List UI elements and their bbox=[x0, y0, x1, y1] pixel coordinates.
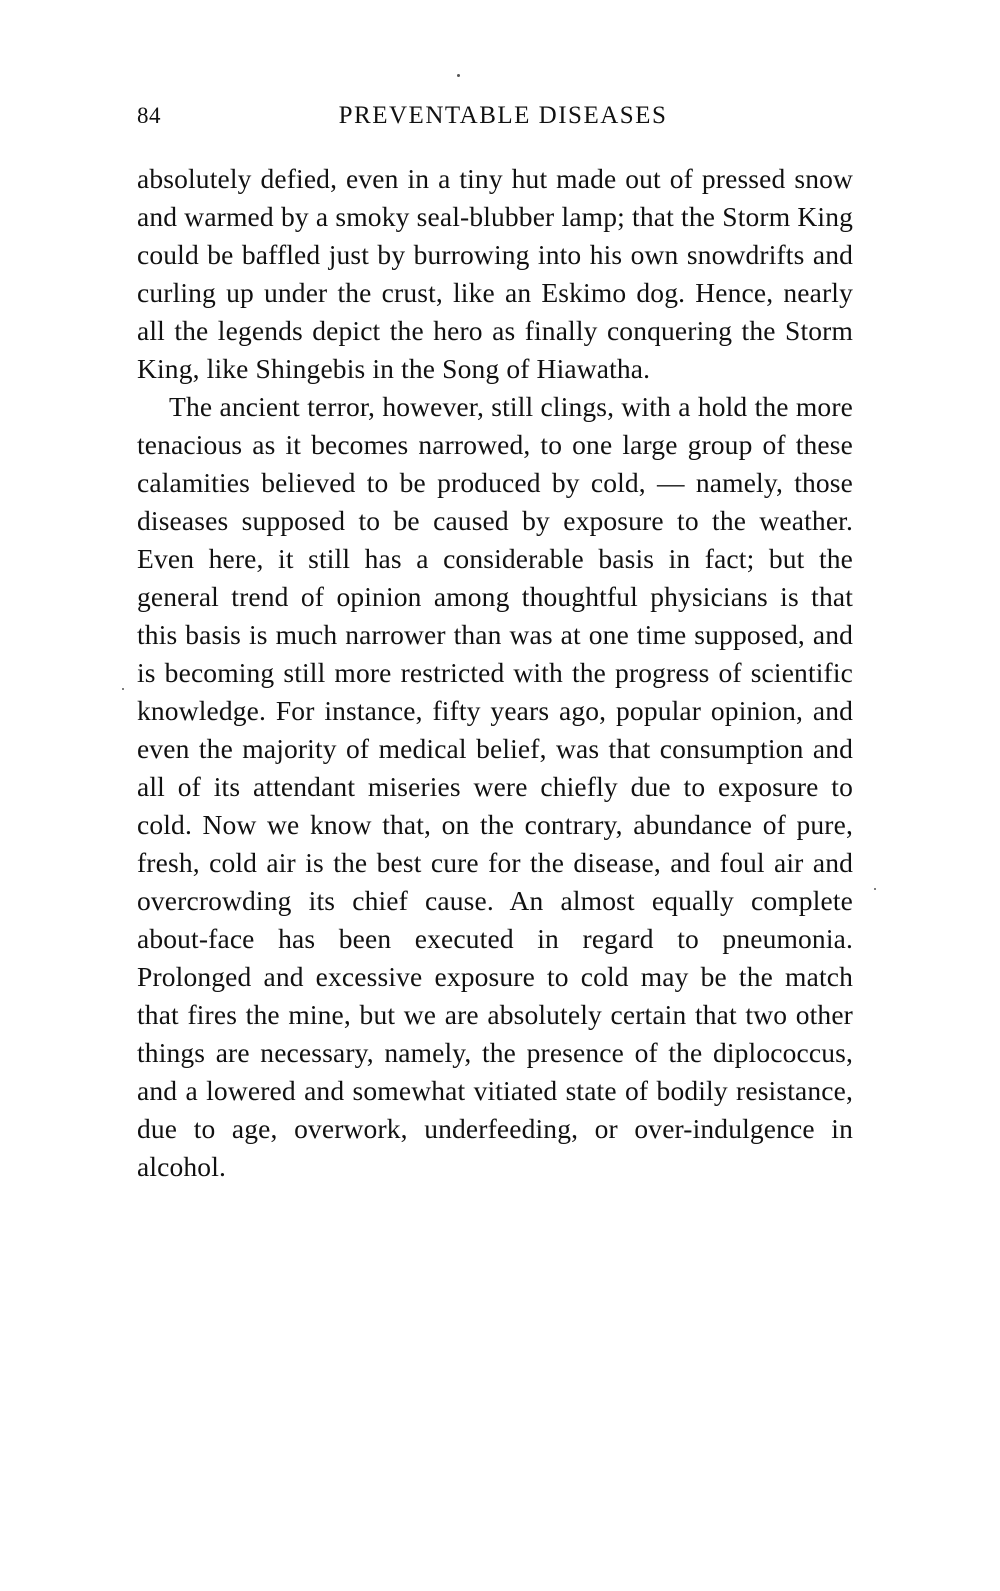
body-text bbox=[137, 160, 853, 1186]
print-speck bbox=[457, 74, 460, 77]
running-title: PREVENTABLE DISEASES bbox=[338, 102, 668, 129]
page-number: 84 bbox=[137, 103, 161, 128]
paragraph: The ancient terror, however, still clings, with a hold the more tenacious as it becomes narrowed, to one large group of these calamities believed to be produced by cold, — namely, those diseases supposed to be caused by exposure to the weather. Even here, it still has a considerable basis in fact; but the general trend of opinion among thoughtful physicians is that this basis is much narrower than was at one time supposed, and is becoming still more restricted with the progress of scientific knowledge. For instance, fifty years ago, popular opinion, and even the majority of medical belief, was that consumption and all of its attendant miseries were chiefly due to exposure to cold. Now we know that, on the contrary, abundance of pure, fresh, cold air is the best cure for the disease, and foul air and overcrowding its chief cause. An almost equally complete about-face has been executed in regard to pneumonia. Prolonged and excessive exposure to cold may be the match that fires the mine, but we are absolutely certain that two other things are necessary, namely, the presence of the diplococcus, and a lowered and somewhat vitiated state of bodily resistance, due to age, overwork, underfeeding, or over-indulgence in alcohol. bbox=[137, 391, 853, 1182]
print-speck bbox=[874, 888, 876, 890]
paragraph-continued: absolutely defied, even in a tiny hut made out of pressed snow and warmed by a smoky seal-blubber lamp; that the Storm King could be baffled just by burrowing into his own snowdrifts and curling up under the crust, like an Eskimo dog. Hence, nearly all the legends depict the hero as finally conquering the Storm King, like Shingebis in the Song of Hiawatha. bbox=[137, 163, 853, 384]
print-speck bbox=[122, 688, 124, 690]
running-header bbox=[137, 96, 853, 136]
